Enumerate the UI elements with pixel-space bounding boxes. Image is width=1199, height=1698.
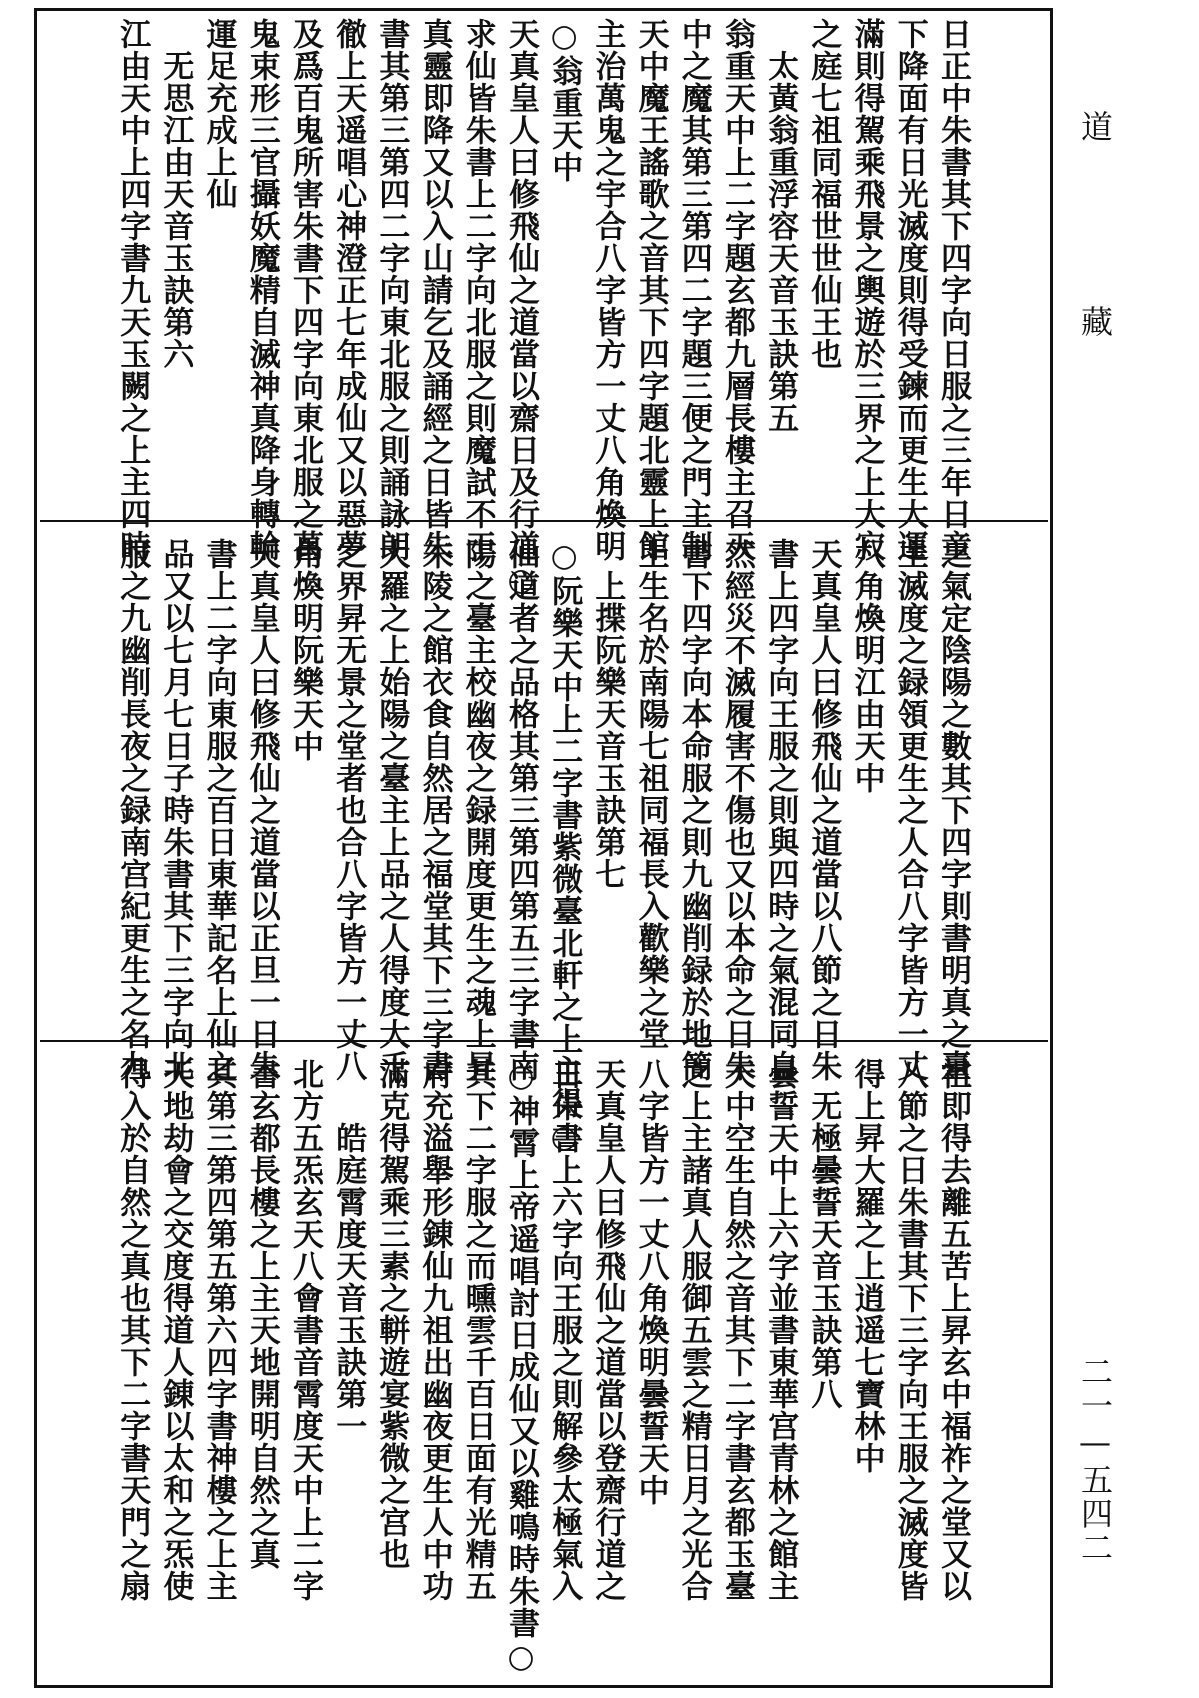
text-column: 之氣定陰陽之數其下四字則書明真之臺 — [935, 538, 971, 1082]
text-column: 陽之臺主校幽夜之録開度更生之魂上昇 — [459, 538, 496, 1082]
text-column: 八節之日朱書其下三字向王服之滅度皆 — [891, 1058, 928, 1602]
text-column: 書其第三第四二字向東北服之則誦詠朗 — [373, 18, 410, 562]
text-column: 日正中朱書其下四字向日服之三年日童 — [935, 18, 971, 562]
text-column: 上揲阮樂天音玉訣第七 — [589, 538, 626, 890]
text-column: ○阮樂天中上二字書紫微臺北軒之上主得○ — [546, 538, 583, 1156]
text-column: 下降面有日光滅度則得受鍊而更生大運 — [891, 18, 928, 562]
text-column: 祖即得去離五苦上昇玄中福祚之堂又以 — [935, 1058, 971, 1602]
text-column: 鬼束形三官攝妖魔精自滅神真降身轉輪 — [243, 18, 280, 562]
text-column: 角煥明阮樂天中 — [287, 538, 323, 762]
text-column: 之庭七祖同福世世仙王也 — [805, 18, 842, 370]
text-column: 求仙皆朱書上二字向北服之則魔試不干 — [459, 18, 496, 562]
text-column: 書下四字向本命服之則九幽削録於地簡 — [675, 538, 712, 1082]
text-column: 徹上天遥唱心神澄正七年成仙又以惡夢 — [330, 18, 367, 562]
text-column: 其第三第四第五第六四字書神樓之上主 — [200, 1058, 237, 1602]
text-column: 府充溢舉形錬仙九祖出幽夜更生人中功 — [416, 1058, 453, 1602]
text-column: 天真皇人曰修飛仙之道當以正旦一日朱 — [243, 538, 280, 1082]
text-column: 滿則得駕乘飛景之輿遊於三界之上大寂 — [848, 18, 885, 562]
text-column: 之上主諸真人服御五雲之精日月之光合 — [675, 1058, 712, 1602]
text-column: 得上昇大羅之上逍遥七寶林中 — [848, 1058, 885, 1474]
text-column: 天中魔王謠歌之音其下四字題北靈上館 — [632, 18, 669, 562]
book-title-2: 藏 — [1076, 305, 1114, 337]
text-column: 朱陵之館衣食自然居之福堂其下三字書 — [416, 538, 453, 1082]
text-column: 上生名於南陽七祖同福長入歡樂之堂 — [632, 538, 669, 1050]
text-column: 服之九幽削長夜之録南宫紀更生之名九 — [114, 538, 151, 1082]
text-column: 然經災不滅履害不傷也又以本命之日朱 — [719, 538, 755, 1082]
text-column: 天真皇人曰修飛仙之道當以登齋行道之 — [589, 1058, 626, 1602]
text-column: 其下二字服之而曛雲千百日面有光精五 — [459, 1058, 496, 1602]
text-column: 書玄都長樓之上主天地開明自然之真 — [243, 1058, 280, 1570]
text-column: 无思江由天音玉訣第六 — [157, 18, 194, 370]
text-column: 得入於自然之真也其下二字書天門之扇 — [114, 1058, 151, 1602]
text-column: 大羅之上始陽之臺主上品之人得度大千 — [373, 538, 410, 1082]
text-column: 運足充成上仙 — [200, 18, 237, 210]
text-column: 天中空生自然之音其下二字書玄都玉臺 — [719, 1058, 755, 1602]
text-column: 之界昇无景之堂者也合八字皆方一丈八 — [330, 538, 367, 1082]
text-column: 翁重天中上二字題玄都九層長樓主召天 — [719, 18, 755, 562]
text-column: 書上二字向東服之百日東華記名上仙之 — [200, 538, 237, 1082]
text-column: 八字皆方一丈八角煥明曇誓天中 — [632, 1058, 669, 1506]
text-column: 太黃翁重浮容天音玉訣第五 — [762, 18, 799, 434]
text-column: 品又以七月七日子時朱書其下三字向北 — [157, 538, 194, 1082]
text-column: ○神霄上帝遥唱討日成仙又以雞鳴時朱書○ — [503, 1058, 539, 1676]
text-column: 滿克得駕乘三素之軿遊宴紫微之宫也 — [373, 1058, 410, 1570]
page-number: 二一—五四二 — [1076, 1355, 1114, 1565]
text-column: 曇誓天中上六字並書東華宫青林之館主 — [762, 1058, 799, 1602]
text-column: 真靈即降又以入山請乞及誦經之日皆朱 — [416, 18, 453, 562]
text-column: 北方五炁玄天八會書音霄度天中上二字 — [287, 1058, 323, 1602]
text-column: 主滅度之録領更生之人合八字皆方一丈 — [891, 538, 928, 1082]
book-title-1: 道 — [1076, 110, 1114, 142]
text-column: 中之魔其第三第四二字題三便之門主制 — [675, 18, 712, 562]
text-column: 无極曇誓天音玉訣第八 — [805, 1058, 842, 1410]
text-column: 天真皇人曰修飛仙之道當以齋日及行道○ — [503, 18, 539, 599]
text-column: 書上四字向王服之則與四時之氣混同自 — [762, 538, 799, 1082]
text-column: 天真皇人曰修飛仙之道當以八節之日朱 — [805, 538, 842, 1082]
text-column: ○翁重天中 — [546, 18, 583, 183]
text-column: 仙道者之品格其第三第四第五三字書南 — [503, 538, 539, 1082]
text-column: 八角煥明江由天中 — [848, 538, 885, 794]
text-column: 日朱書上六字向王服之則解參太極氣入 — [546, 1058, 583, 1602]
text-column: 皓庭霄度天音玉訣第一 — [330, 1058, 367, 1442]
text-column: 天地劫會之交度得道人錬以太和之炁使 — [157, 1058, 194, 1602]
text-column: 江由天中上四字書九天玉闕之上主四時 — [114, 18, 151, 562]
text-column: 主治萬鬼之宇合八字皆方一丈八角煥明 — [589, 18, 626, 562]
text-column: 及爲百鬼所害朱書下四字向東北服之萬 — [287, 18, 323, 562]
